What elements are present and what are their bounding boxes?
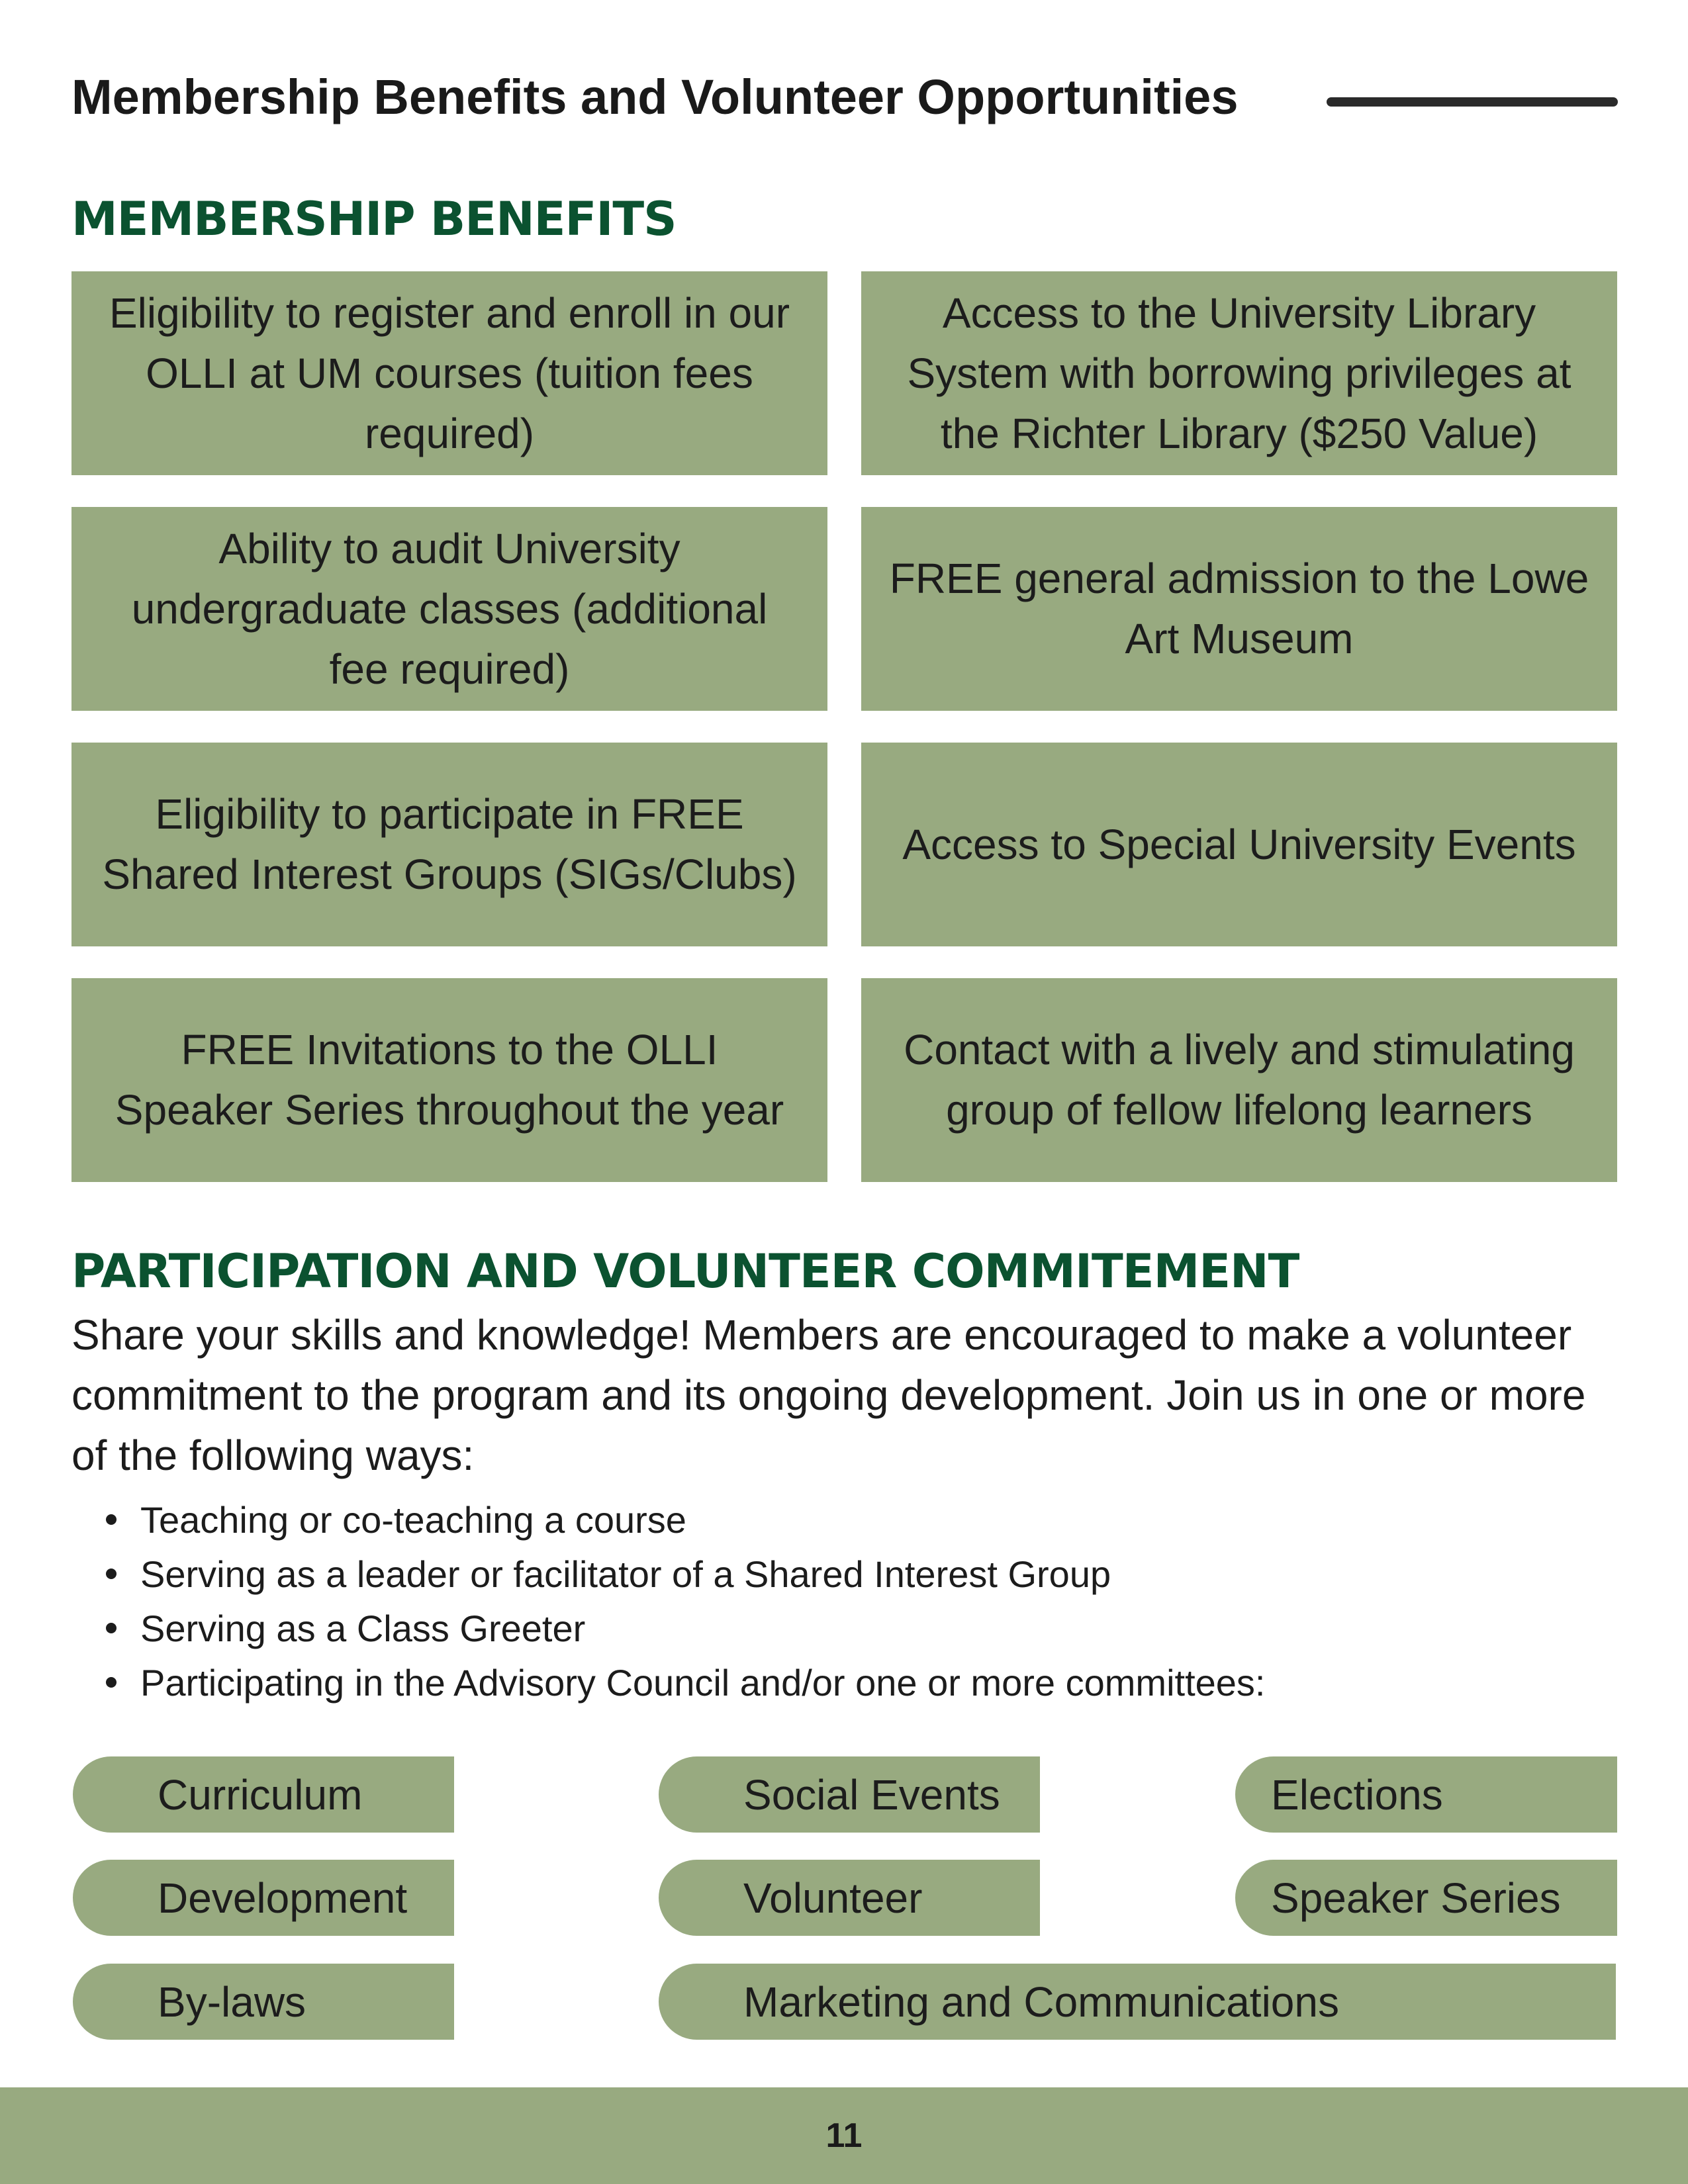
committee-elections: Elections <box>1235 1756 1617 1833</box>
benefit-card-speaker-series: FREE Invitations to the OLLI Speaker Series throughout the year <box>71 978 827 1182</box>
committee-curriculum: Curriculum <box>73 1756 454 1833</box>
benefit-card-shared-interest-groups: Eligibility to participate in FREE Shared Interest Groups (SIGs/Clubs) <box>71 743 827 946</box>
committee-social-events: Social Events <box>659 1756 1040 1833</box>
list-item: Teaching or co-teaching a course <box>71 1493 1594 1547</box>
benefit-card-audit-classes: Ability to audit University undergraduate classes (additional fee required) <box>71 507 827 711</box>
committee-marketing-communications: Marketing and Communications <box>659 1964 1616 2040</box>
volunteer-ways-list <box>71 1493 1594 1710</box>
page-title: Membership Benefits and Volunteer Opportunities <box>71 69 1239 124</box>
participation-intro: Share your skills and knowledge! Members are encouraged to make a volunteer commitment to the program and its ongoing development. Join us in one or more of the following ways: <box>71 1311 1586 1479</box>
page-footer <box>0 2087 1688 2184</box>
page-number: 11 <box>825 2116 863 2155</box>
list-item: Serving as a Class Greeter <box>71 1602 1594 1656</box>
committee-volunteer: Volunteer <box>659 1860 1040 1936</box>
committee-development: Development <box>73 1860 454 1936</box>
benefit-card-lowe-museum: FREE general admission to the Lowe Art Museum <box>861 507 1617 711</box>
list-item: Participating in the Advisory Council and/or one or more committees: <box>71 1656 1594 1710</box>
list-item: Serving as a leader or facilitator of a Shared Interest Group <box>71 1547 1594 1602</box>
benefit-card-lifelong-learners: Contact with a lively and stimulating group of fellow lifelong learners <box>861 978 1617 1182</box>
committee-by-laws: By-laws <box>73 1964 454 2040</box>
benefit-card-library-access: Access to the University Library System with borrowing privileges at the Richter Library ($250 Value) <box>861 271 1617 475</box>
page-header <box>71 66 1618 132</box>
participation-heading: PARTICIPATION AND VOLUNTEER COMMITEMENT <box>71 1244 1299 1298</box>
benefit-card-special-events: Access to Special University Events <box>861 743 1617 946</box>
committee-speaker-series: Speaker Series <box>1235 1860 1617 1936</box>
title-rule <box>1327 97 1618 107</box>
benefits-heading: MEMBERSHIP BENEFITS <box>71 192 677 246</box>
benefit-card-course-enrollment: Eligibility to register and enroll in our OLLI at UM courses (tuition fees required) <box>71 271 827 475</box>
